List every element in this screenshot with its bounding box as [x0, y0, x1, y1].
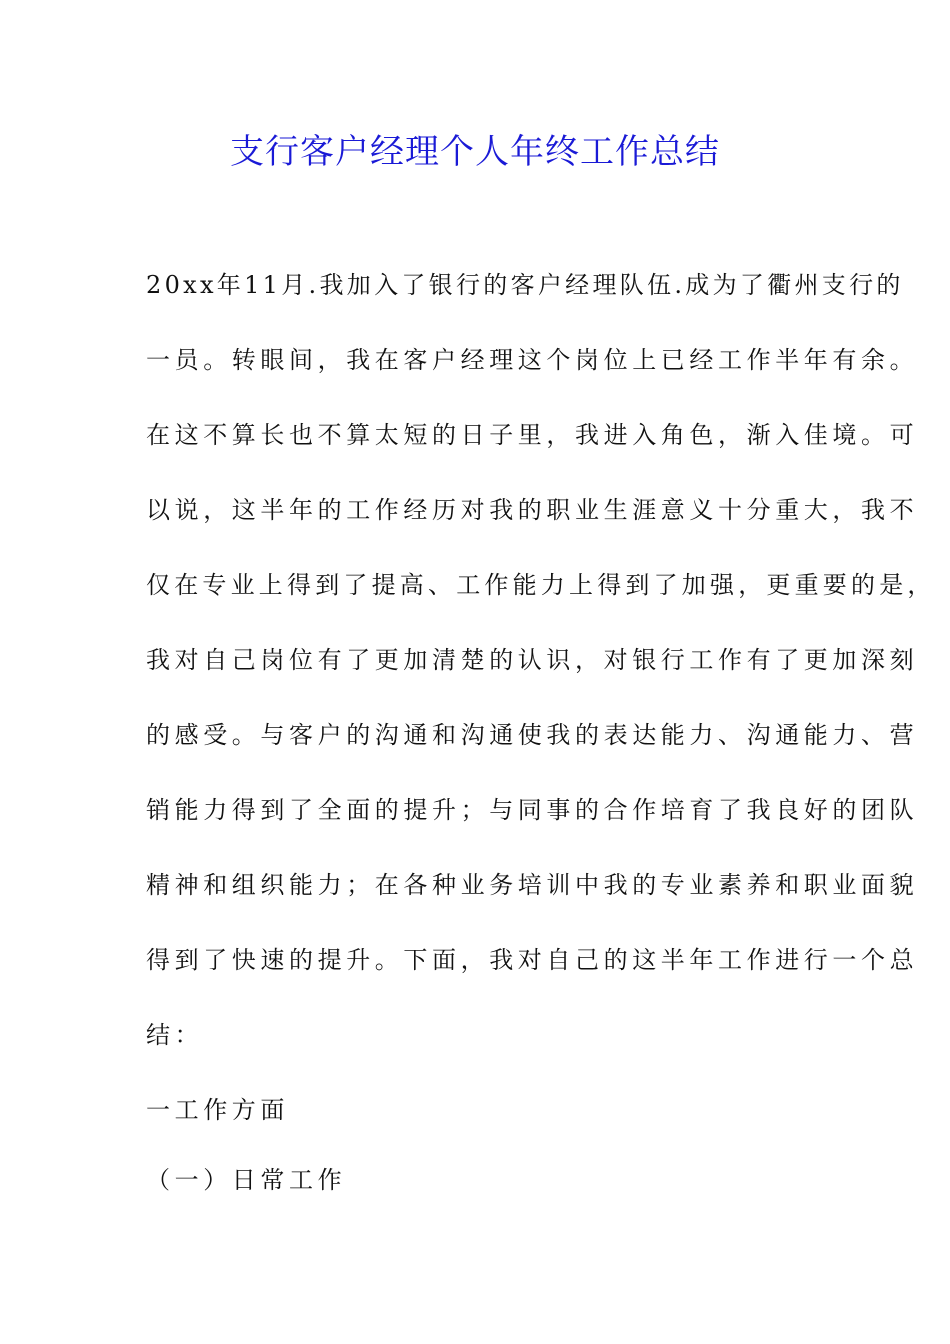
paragraph-line: 的感受。与客户的沟通和沟通使我的表达能力、沟通能力、营	[146, 721, 919, 749]
paragraph-line: 我对自己岗位有了更加清楚的认识，对银行工作有了更加深刻	[146, 646, 919, 674]
paragraph-line: 20xx年11月.我加入了银行的客户经理队伍.成为了衢州支行的	[146, 271, 904, 299]
paragraph-line: 得到了快速的提升。下面，我对自己的这半年工作进行一个总	[146, 946, 919, 974]
subsection-heading: （一）日常工作	[146, 1166, 347, 1194]
paragraph-line: 在这不算长也不算太短的日子里，我进入角色，渐入佳境。可	[146, 421, 919, 449]
section-heading: 一工作方面	[146, 1096, 289, 1124]
paragraph-line: 精神和组织能力；在各种业务培训中我的专业素养和职业面貌	[146, 871, 919, 899]
paragraph-line: 以说，这半年的工作经历对我的职业生涯意义十分重大，我不	[146, 496, 919, 524]
paragraph-line: 仅在专业上得到了提高、工作能力上得到了加强，更重要的是，	[146, 571, 936, 599]
paragraph-line: 结：	[146, 1021, 204, 1049]
paragraph-line: 销能力得到了全面的提升；与同事的合作培育了我良好的团队	[146, 796, 919, 824]
paragraph-line: 一员。转眼间，我在客户经理这个岗位上已经工作半年有余。	[146, 346, 919, 374]
document-title: 支行客户经理个人年终工作总结	[230, 132, 720, 172]
